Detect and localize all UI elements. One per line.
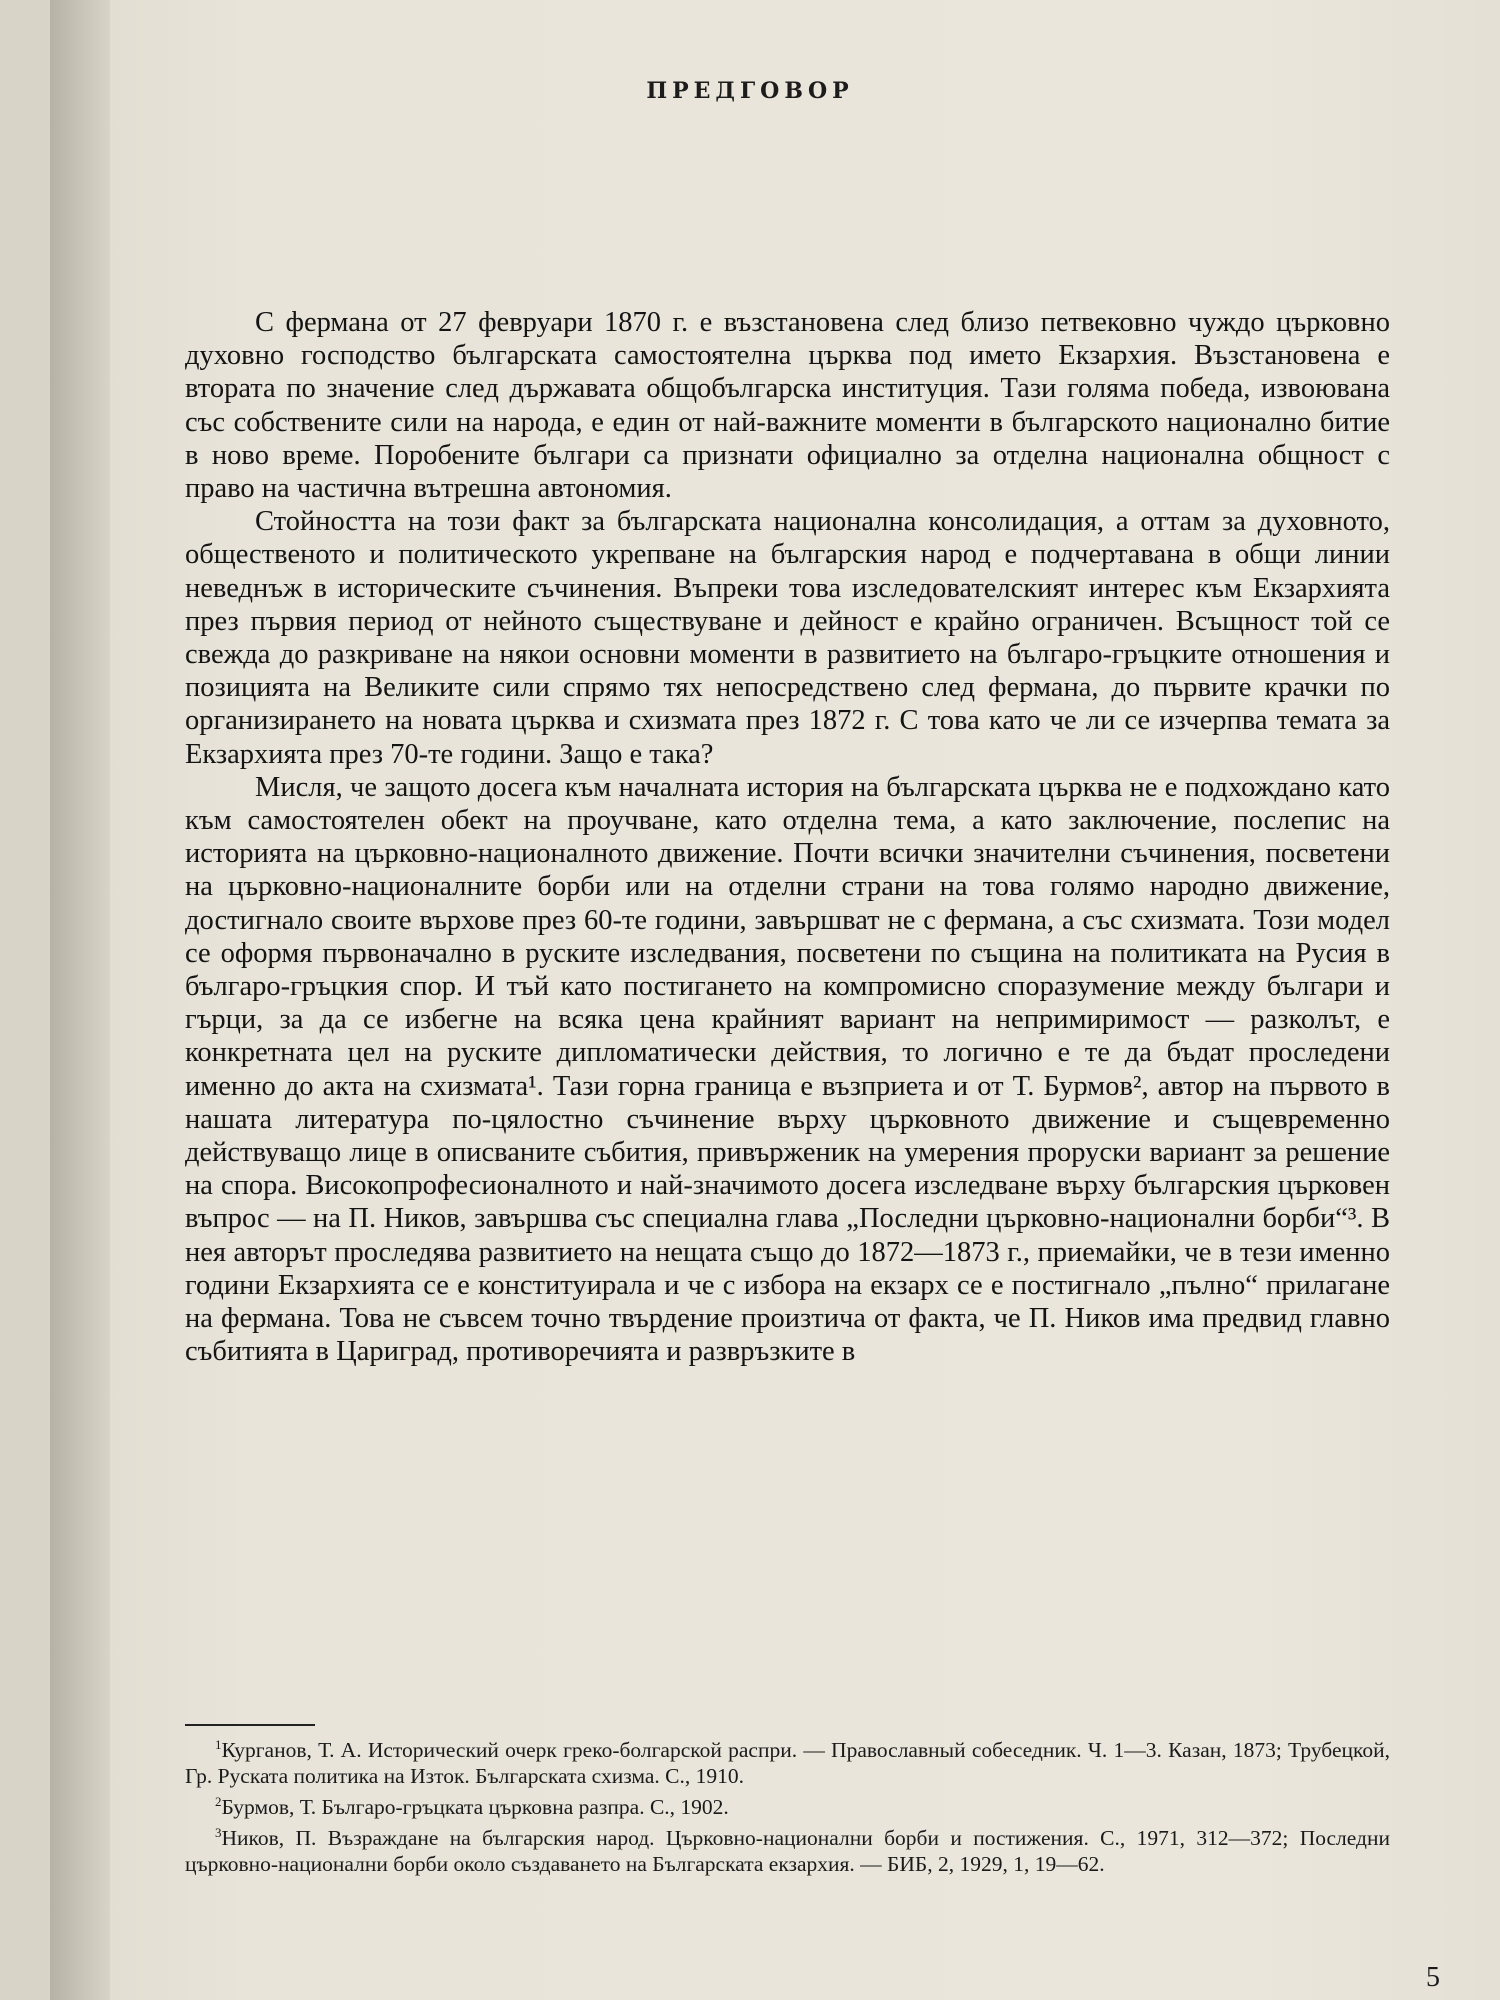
footnote-text: Бурмов, Т. Българо-гръцката църковна разпра. С., 1902.	[221, 1795, 729, 1820]
footnote-mark: 3	[215, 1825, 222, 1841]
paragraph: Мисля, че защото досега към началната история на българската църква не е подхождано като към самостоятелен обект на проучване, като отделна тема, а като заключение, послепис на историята на църковно-националното движение. Почти всички значителни съчинения, посветени на църковно-националните борби или на отделни страни на това голямо народно движение, достигнало своите върхове през 60-те години, завършват не с фермана, а със схизмата. Този модел се оформя първоначално в руските изследвания, посветени по същина на политиката на Русия в българо-гръцкия спор. И тъй като постигането на компромисно споразумение между българи и гърци, за да се избегне на всяка цена крайният вариант на непримиримост — разколът, е конкретната цел на руските дипломатически действия, то логично е те да бъдат проследени именно до акта на схизмата¹. Тази горна граница е възприета и от Т. Бурмов², автор на първото в нашата литература по-цялостно съчинение върху църковното движение и същевременно действуващо лице в описваните събития, привърженик на умерения проруски вариант за решение на спора. Високопрофесионалното и най-значимото досега изследване върху българския църковен въпрос — на П. Ников, завършва със специална глава „Последни църковно-национални борби“³. В нея авторът проследява развитието на нещата също до 1872—1873 г., приемайки, че в тези именно години Екзархията се е конституирала и че с избора на екзарх се е постигнало „пълно“ прилагане на фермана. Това не съвсем точно твърдение произтича от факта, че П. Ников има предвид главно събитията в Цариград, противоречията и развръзките в	[185, 771, 1390, 1368]
footnote-text: Курганов, Т. А. Исторический очерк греко-болгарской распри. — Православный собеседник. Ч. 1—3. Казан, 1873; Трубецкой, Гр. Руската политика на Изток. Българската схизма. С., 1910.	[185, 1738, 1390, 1789]
paragraph: Стойността на този факт за българската национална консолидация, а оттам за духовното, общественото и политическото укрепване на българския народ е подчертавана в общи линии неведнъж в историческите съчинения. Въпреки това изследователският интерес към Екзархията през първия период от нейното съществуване и дейност е крайно ограничен. Всъщност той се свежда до разкриване на някои основни моменти в развитието на българо-гръцките отношения и позицията на Великите сили спрямо тях непосредствено след фермана, до първите крачки по организирането на новата църква и схизмата през 1872 г. С това като че ли се изчерпва темата за Екзархията през 70-те години. Защо е така?	[185, 506, 1390, 770]
footnote-text: Ников, П. Възраждане на българския народ. Църковно-национални борби и постижения. С., 1971, 312—372; Последни църковно-национални борби около създаването на Българската екзархия. — БИБ, 2, 1929, 1, 19—62.	[185, 1826, 1390, 1877]
footnotes	[185, 1732, 1390, 1877]
page-binding-shadow	[50, 0, 110, 2000]
page-number: 5	[1426, 1962, 1440, 1993]
footnote-divider	[185, 1724, 315, 1726]
paragraph: С фермана от 27 февруари 1870 г. е възстановена след близо петвековно чуждо църковно духовно господство българската самостоятелна църква под името Екзархия. Възстановена е втората по значение след държавата общобългарска институция. Тази голяма победа, извоювана със собствените сили на народа, е един от най-важните моменти в българското национално битие в ново време. Поробените българи са признати официално за отделна национална общност с право на частична вътрешна автономия.	[185, 307, 1390, 505]
footnote-mark: 2	[215, 1794, 222, 1810]
footnote	[185, 1789, 1390, 1820]
footnote-mark: 1	[215, 1737, 222, 1752]
footnote	[185, 1732, 1390, 1789]
main-text	[185, 306, 1390, 1369]
page-title: ПРЕДГОВОР	[646, 78, 854, 104]
footnote	[185, 1820, 1390, 1877]
